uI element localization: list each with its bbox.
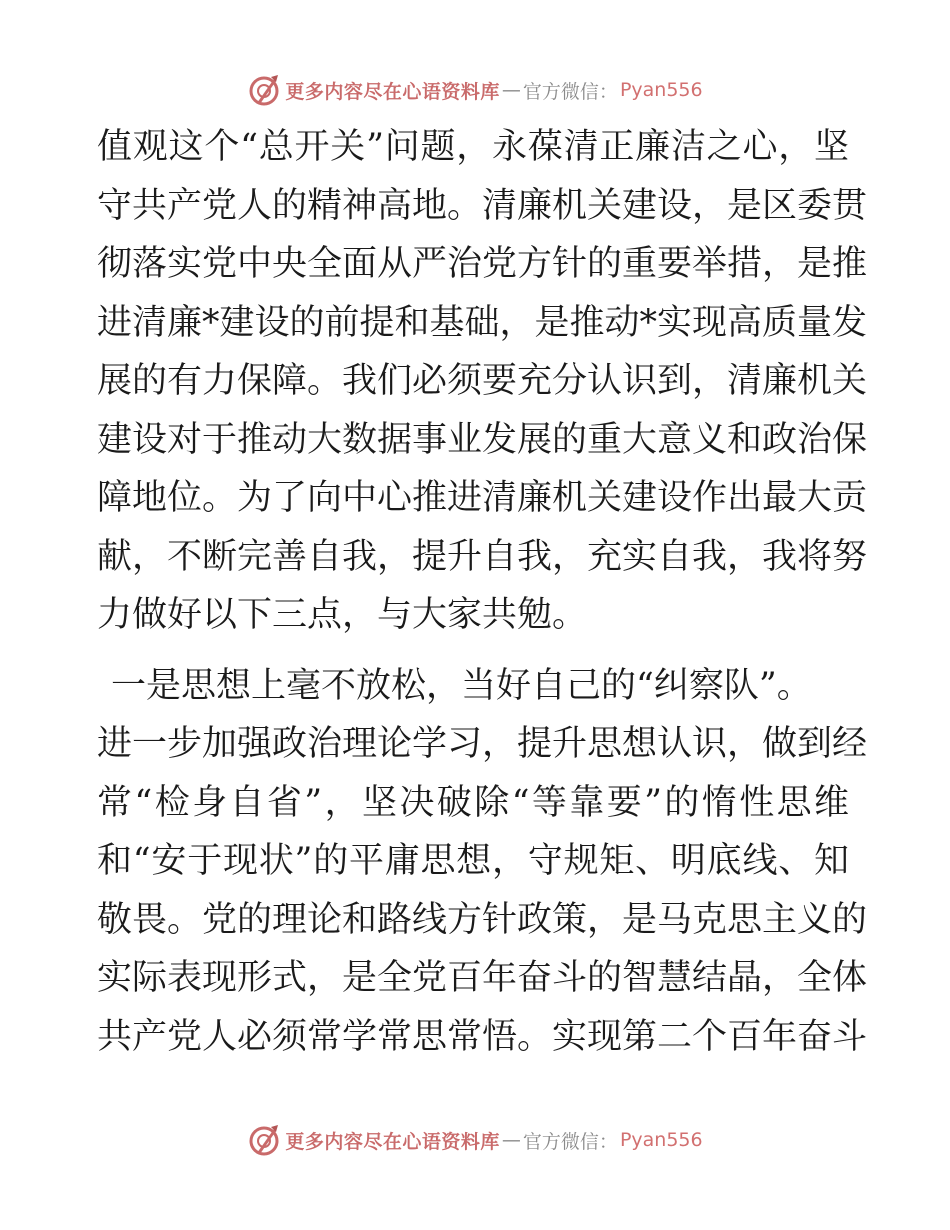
wechat-label: 官方微信：	[522, 80, 618, 103]
paragraph-line: 值观这个“总开关”问题，永葆清正廉洁之心，坚	[97, 127, 849, 167]
wechat-label: 官方微信：	[522, 1130, 618, 1153]
wechat-id: Pyan556	[619, 1129, 703, 1151]
section-heading: 一是思想上毫不放松，当好自己的“纠察队”。	[111, 665, 812, 706]
paragraph-line: 进一步加强政治理论学习，提升思想认识，做到经	[97, 724, 868, 764]
banner-separator: —	[501, 79, 521, 101]
paragraph-1	[97, 118, 868, 645]
paragraph-line: 敬畏。党的理论和路线方针政策，是马克思主义的	[97, 899, 868, 940]
paragraph-line: 和“安于现状”的平庸思想，守规矩、明底线、知	[97, 841, 849, 881]
site-name-text: 更多内容尽在心语资料库	[285, 80, 500, 103]
document-body	[97, 118, 868, 1066]
paragraph-2	[97, 657, 868, 1067]
header-watermark-banner	[0, 70, 950, 110]
paragraph-line: 障地位。为了向中心推进清廉机关建设作出最大贡	[97, 478, 868, 518]
paragraph-line: 彻落实党中央全面从严治党方针的重要举措，是推	[97, 244, 868, 284]
quill-stamp-icon	[247, 73, 281, 107]
paragraph-line: 共产党人必须常学常思常悟。实现第二个百年奋斗	[97, 1016, 868, 1057]
banner-separator: —	[501, 1129, 521, 1151]
paragraph-line: 常“检身自省”，坚决破除“等靠要”的惰性思维	[97, 782, 849, 823]
paragraph-line: 献，不断完善自我，提升自我，充实自我，我将努	[97, 536, 868, 577]
paragraph-line: 力做好以下三点，与大家共勉。	[97, 595, 588, 635]
paragraph-line: 建设对于推动大数据事业发展的重大意义和政治保	[97, 419, 868, 460]
footer-watermark-banner	[0, 1120, 950, 1160]
paragraph-line: 守共产党人的精神高地。清廉机关建设，是区委贯	[97, 185, 868, 226]
paragraph-line: 实际表现形式，是全党百年奋斗的智慧结晶，全体	[97, 958, 868, 998]
paragraph-line: 展的有力保障。我们必须要充分认识到，清廉机关	[97, 361, 868, 401]
paragraph-line: 进清廉*建设的前提和基础，是推动*实现高质量发	[97, 302, 868, 343]
wechat-id: Pyan556	[619, 79, 703, 101]
paragraph-spacer	[97, 645, 849, 657]
quill-stamp-icon	[247, 1123, 281, 1157]
site-name-text: 更多内容尽在心语资料库	[285, 1130, 500, 1153]
